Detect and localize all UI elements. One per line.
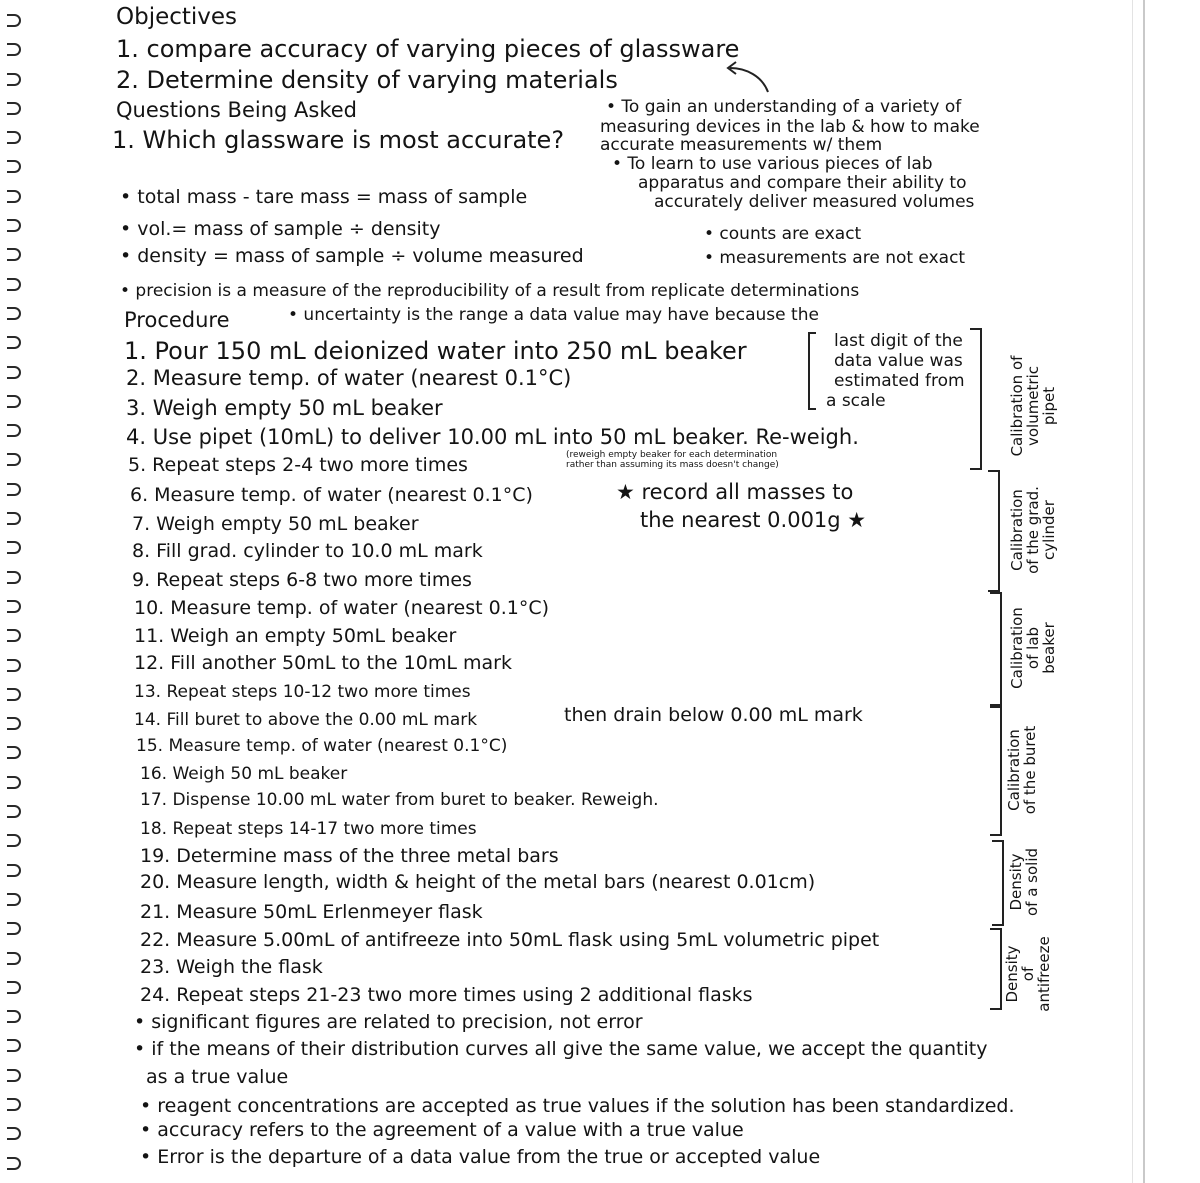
spiral-ring [7, 600, 21, 613]
spiral-ring [7, 834, 21, 847]
goal-line-3: accurate measurements w/ them [600, 135, 883, 155]
step-14: 14. Fill buret to above the 0.00 mL mark [134, 710, 478, 730]
goal-line-2: measuring devices in the lab & how to make [600, 117, 980, 137]
spiral-ring [7, 278, 21, 291]
side-label-antifreeze: Density of antifreeze [1003, 936, 1053, 1012]
spiral-ring [7, 1010, 21, 1023]
spiral-ring [7, 190, 21, 203]
spiral-ring [7, 160, 21, 173]
objective-1: 1. compare accuracy of varying pieces of glassware [116, 35, 740, 63]
counts-note: • counts are exact [704, 224, 862, 244]
goal-line-4: • To learn to use various pieces of lab [612, 154, 933, 174]
questions-heading: Questions Being Asked [116, 98, 357, 122]
uncertainty-note: • uncertainty is the range a data value may have because the [288, 305, 819, 325]
spiral-ring [7, 1127, 21, 1140]
spiral-ring [7, 424, 21, 437]
closing-note-4: • reagent concentrations are accepted as true values if the solution has been standardized. [140, 1095, 1015, 1117]
step-13: 13. Repeat steps 10-12 two more times [134, 682, 471, 702]
spiral-ring [7, 395, 21, 408]
formula-3: • density = mass of sample ÷ volume measured [120, 245, 584, 267]
objectives-heading: Objectives [116, 4, 238, 30]
goal-line-5: apparatus and compare their ability to [638, 173, 967, 193]
spiral-ring [7, 14, 21, 27]
step-18: 18. Repeat steps 14-17 two more times [140, 819, 477, 839]
record-note-1: ★ record all masses to [616, 480, 854, 504]
spiral-ring [7, 307, 21, 320]
closing-note-1: • significant figures are related to precision, not error [134, 1011, 643, 1033]
uncertainty-continued-3: estimated from [834, 371, 965, 391]
spiral-ring [7, 336, 21, 349]
step-21: 21. Measure 50mL Erlenmeyer flask [140, 901, 483, 923]
uncertainty-continued-2: data value was [834, 351, 963, 371]
spiral-ring [7, 688, 21, 701]
spiral-ring [7, 366, 21, 379]
step-17: 17. Dispense 10.00 mL water from buret to beaker. Reweigh. [140, 790, 659, 810]
step-11: 11. Weigh an empty 50mL beaker [134, 625, 457, 647]
step-4: 4. Use pipet (10mL) to deliver 10.00 mL into 50 mL beaker. Re-weigh. [126, 425, 859, 449]
side-label-pipet: Calibration of volumetric pipet [1008, 355, 1058, 457]
spiral-ring [7, 893, 21, 906]
spiral-ring [7, 629, 21, 642]
step-8: 8. Fill grad. cylinder to 10.0 mL mark [132, 540, 483, 562]
spiral-ring [7, 864, 21, 877]
step-15: 15. Measure temp. of water (nearest 0.1°C) [136, 736, 508, 756]
spiral-ring [7, 981, 21, 994]
spiral-binding [0, 14, 26, 1183]
bracket-buret [990, 706, 1002, 836]
uncertainty-continued-4: a scale [826, 391, 886, 411]
measurements-note: • measurements are not exact [704, 248, 966, 268]
spiral-ring [7, 541, 21, 554]
step-1: 1. Pour 150 mL deionized water into 250 mL beaker [124, 337, 747, 365]
margin-line-inner [1132, 0, 1133, 1183]
formula-4: • precision is a measure of the reproducibility of a result from replicate determinations [120, 281, 860, 301]
uncertainty-continued-1: last digit of the [834, 331, 963, 351]
spiral-ring [7, 1098, 21, 1111]
spiral-ring [7, 512, 21, 525]
step-2: 2. Measure temp. of water (nearest 0.1°C) [126, 366, 572, 390]
closing-note-2: • if the means of their distribution curves all give the same value, we accept the quantity [134, 1038, 988, 1060]
step-9: 9. Repeat steps 6-8 two more times [132, 569, 472, 591]
spiral-ring [7, 219, 21, 232]
record-note-2: the nearest 0.001g ★ [640, 508, 867, 532]
goal-line-1: • To gain an understanding of a variety of [606, 97, 962, 117]
step-10: 10. Measure temp. of water (nearest 0.1°C) [134, 597, 550, 619]
step-19: 19. Determine mass of the three metal bars [140, 845, 559, 867]
spiral-ring [7, 131, 21, 144]
bracket-cylinder [988, 470, 1000, 592]
spiral-ring [7, 453, 21, 466]
spiral-ring [7, 776, 21, 789]
side-label-buret: Calibration of the buret [1005, 725, 1039, 815]
objective-2: 2. Determine density of varying materials [116, 66, 618, 94]
spiral-ring [7, 805, 21, 818]
closing-note-6: • Error is the departure of a data value from the true or accepted value [140, 1146, 821, 1168]
margin-line [1143, 0, 1145, 1183]
step-5-note-2: rather than assuming its mass doesn't change) [566, 460, 779, 470]
step-5-note-1: (reweigh empty beaker for each determination [566, 450, 778, 460]
step-22: 22. Measure 5.00mL of antifreeze into 50mL flask using 5mL volumetric pipet [140, 929, 880, 951]
goal-line-6: accurately deliver measured volumes [654, 192, 975, 212]
bracket-pipet [970, 328, 982, 470]
step-24: 24. Repeat steps 21-23 two more times using 2 additional flasks [140, 984, 753, 1006]
spiral-ring [7, 746, 21, 759]
spiral-ring [7, 1157, 21, 1170]
step-14-extra: then drain below 0.00 mL mark [564, 704, 863, 726]
step-5: 5. Repeat steps 2-4 two more times [128, 454, 468, 476]
side-label-solid: Density of a solid [1007, 847, 1041, 917]
step-3: 3. Weigh empty 50 mL beaker [126, 396, 443, 420]
spiral-ring [7, 922, 21, 935]
formula-2: • vol.= mass of sample ÷ density [120, 218, 441, 240]
arrow-icon [724, 60, 770, 94]
spiral-ring [7, 483, 21, 496]
spiral-ring [7, 1039, 21, 1052]
bracket-antifreeze [990, 928, 1002, 1010]
spiral-ring [7, 952, 21, 965]
procedure-heading: Procedure [124, 308, 230, 332]
spiral-ring [7, 248, 21, 261]
step-7: 7. Weigh empty 50 mL beaker [132, 513, 419, 535]
spiral-ring [7, 102, 21, 115]
closing-note-5: • accuracy refers to the agreement of a value with a true value [140, 1119, 744, 1141]
step-20: 20. Measure length, width & height of the metal bars (nearest 0.01cm) [140, 871, 816, 893]
spiral-ring [7, 1069, 21, 1082]
spiral-ring [7, 571, 21, 584]
step-23: 23. Weigh the flask [140, 956, 323, 978]
question-1: 1. Which glassware is most accurate? [112, 126, 565, 154]
side-label-beaker: Calibration of lab beaker [1008, 607, 1058, 689]
closing-note-3: as a true value [146, 1066, 289, 1088]
step-16: 16. Weigh 50 mL beaker [140, 764, 348, 784]
side-label-cylinder: Calibration of the grad. cylinder [1008, 486, 1058, 574]
formula-1: • total mass - tare mass = mass of sample [120, 186, 528, 208]
step-6: 6. Measure temp. of water (nearest 0.1°C) [130, 484, 533, 506]
spiral-ring [7, 73, 21, 86]
spiral-ring [7, 659, 21, 672]
spiral-ring [7, 717, 21, 730]
bracket-beaker [990, 592, 1002, 706]
bracket-solid [992, 840, 1004, 926]
uncertainty-divider [808, 332, 816, 410]
step-12: 12. Fill another 50mL to the 10mL mark [134, 652, 512, 674]
spiral-ring [7, 43, 21, 56]
